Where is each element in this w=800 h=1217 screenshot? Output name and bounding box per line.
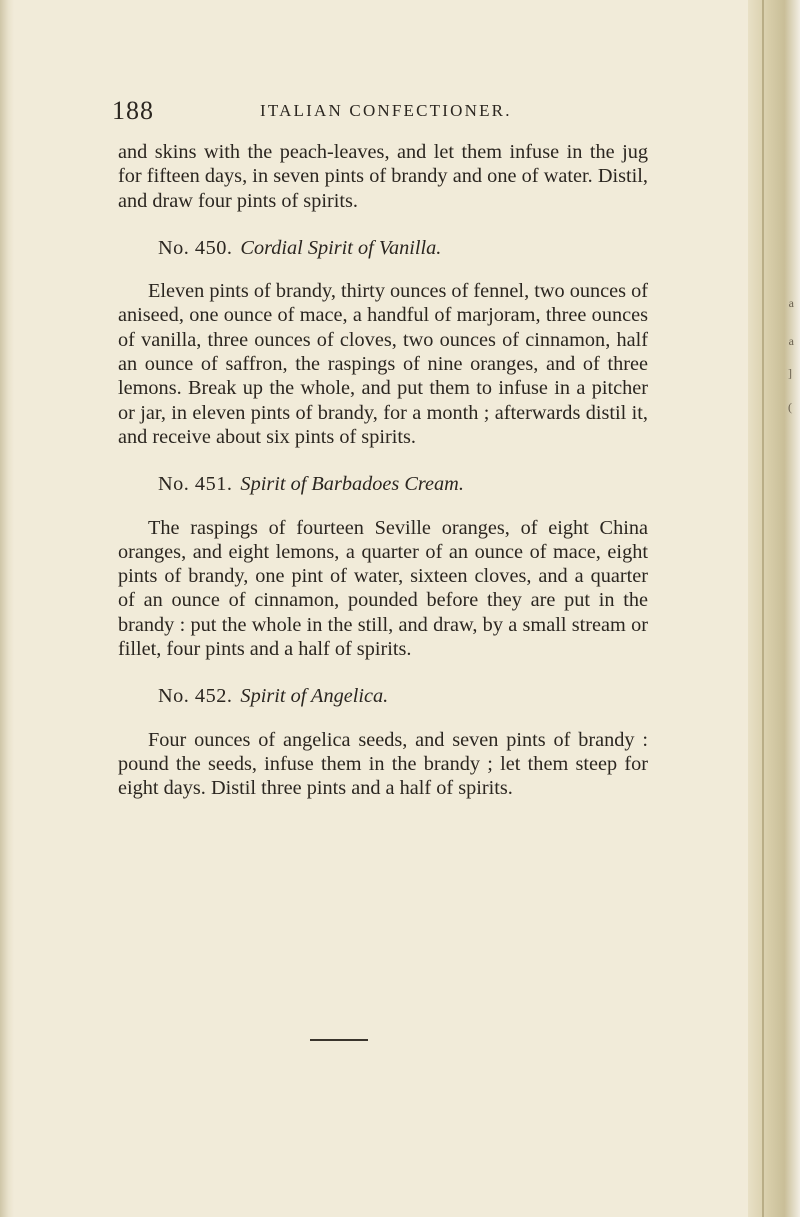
margin-mark: ( [788,400,792,414]
recipe-body: Eleven pints of brandy, thirty ounces of fennel, two ounces of aniseed, one ounce of mace, a handful of marjoram, three ounces of vanilla, three ounces of cloves, two ounces of cinnamon, half an ounce of saffron, the raspings of nine oranges, and of three lemons. Break up the whole, and put them to infuse in a pitcher or jar, in eleven pints of brandy, for a month ; afterwards distil it, and receive about six pints of spirits. [118,280,648,448]
recipe-name: Spirit of Angelica. [240,685,389,708]
intro-paragraph: and skins with the peach-leaves, and let them infuse in the jug for fifteen days, in seven pints of brandy and one of water. Distil, and draw four pints of spirits. [118,141,648,212]
gutter-line [762,0,764,1217]
running-head: ITALIAN CONFECTIONER. [260,101,512,120]
recipe-title [118,684,648,708]
page-text [118,140,648,801]
margin-mark: ] [788,366,792,380]
recipe-body: The raspings of fourteen Seville oranges, of eight China oranges, and eight lemons, a quarter of an ounce of mace, eight pints of brandy, one pint of water, sixteen cloves, and a quarter of an ounce of cinnamon, pounded before they are put in the brandy : put the whole in the still, and draw, by a small stream or fillet, four pints and a half of spirits. [118,516,648,661]
page-edge-shadow [0,0,14,1217]
recipe-name: Cordial Spirit of Vanilla. [240,236,442,259]
recipe-number: No. 452. [158,685,233,708]
recipe-number: No. 450. [158,236,233,259]
margin-mark: a [788,296,794,310]
margin-mark: a [788,334,794,348]
recipe-title [118,236,648,260]
binding-gutter [748,0,800,1217]
page-number: 188 [112,96,154,125]
page-header [112,96,642,136]
recipe-body: Four ounces of angelica seeds, and seven pints of brandy : pound the seeds, infuse them in the brandy ; let them steep for eight days. Distil three pints and a half of spirits. [118,728,648,800]
section-end-rule [310,1039,368,1041]
recipe-title [118,472,648,496]
recipe-name: Spirit of Barbadoes Cream. [240,473,464,496]
recipe-number: No. 451. [158,473,233,496]
